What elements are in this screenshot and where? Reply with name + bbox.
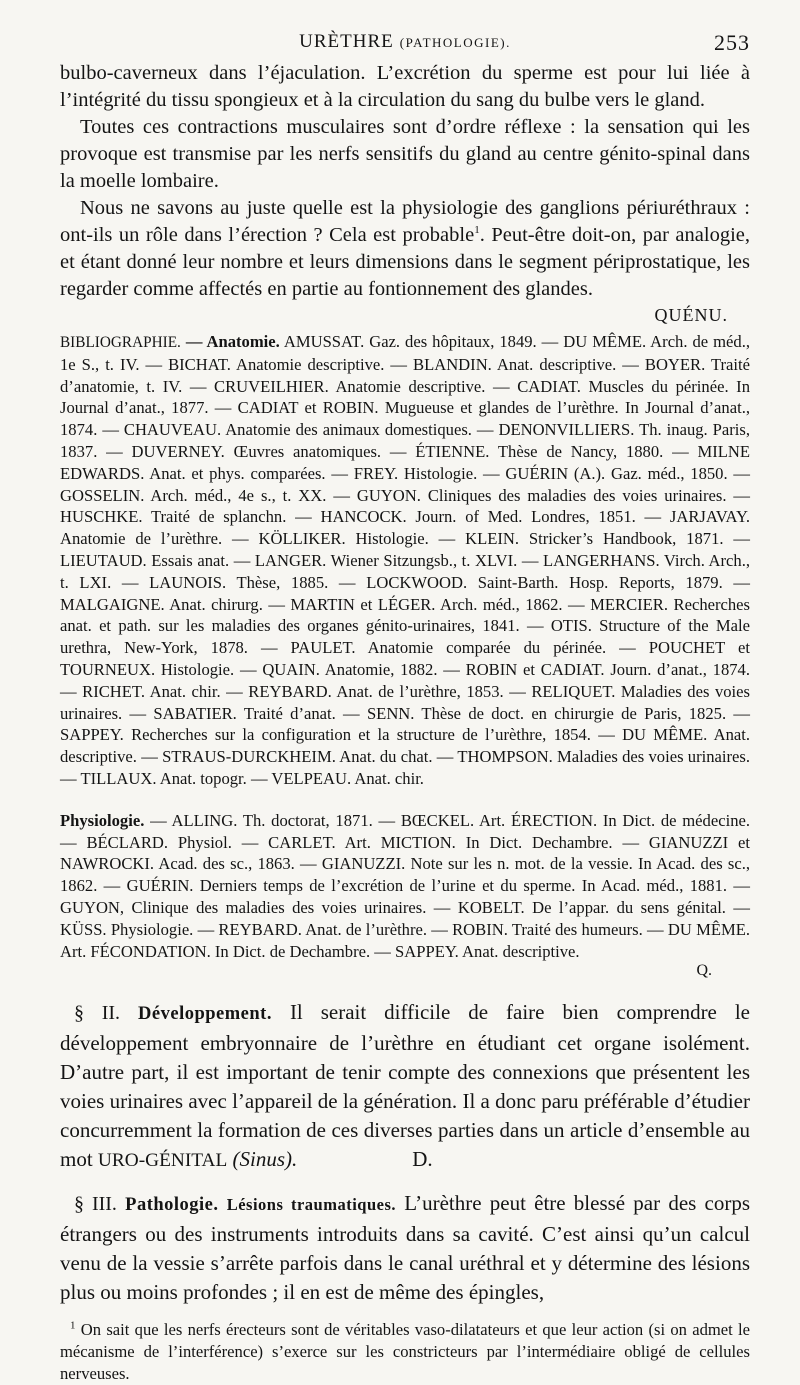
paragraph-3 — [60, 195, 750, 303]
footnote — [60, 1319, 750, 1385]
bibliography-label: BIBLIOGRAPHIE. — [60, 334, 181, 351]
page-number: 253 — [714, 30, 750, 55]
section-2-number: § II. — [74, 1002, 121, 1025]
physiology-heading: Physiologie. — [60, 810, 145, 830]
section-3-title: Pathologie. — [125, 1195, 219, 1216]
anatomy-references: AMUSSAT. Gaz. des hôpitaux, 1849. — DU MÊME. Arch. de méd., 1e S., t. IV. — BICHAT. Anatomie descriptive. — BLANDIN. Anat. descriptive. — BOYER. Traité d’anatomie, t. IV. — CRUVEILHIER. Anatomie descriptive. — CADIAT. Muscles du périnée. In Journal d’anat., 1877. — CADIAT et ROBIN. Mugueuse et glandes de l’urèthre. In Journal d’anat., 1874. — CHAUVEAU. Anatomie des animaux domestiques. — DENONVILLIERS. Th. inaug. Paris, 1837. — DUVERNEY. Œuvres anatomiques. — ÉTIENNE. Thèse de Nancy, 1880. — MILNE EDWARDS. Anat. et phys. comparées. — FREY. Histologie. — GUÉRIN (A.). Gaz. méd., 1850. — GOSSELIN. Arch. méd., 4e s., t. XX. — GUYON. Cliniques des maladies des voies urinaires. — HUSCHKE. Traité de splanchn. — HANCOCK. Journ. of Med. Londres, 1851. — JARJAVAY. Anatomie de l’urèthre. — KÖLLIKER. Histologie. — KLEIN. Stricker’s Handbook, 1871. — LIEUTAUD. Essais anat. — LANGER. Wiener Sitzungsb., t. XLVI. — LANGERHANS. Virch. Arch., t. LXI. — LAUNOIS. Thèse, 1885. — LOCKWOOD. Saint-Barth. Hosp. Reports, 1879. — MALGAIGNE. Anat. chirurg. — MARTIN et LÉGER. Arch. méd., 1862. — MERCIER. Recherches anat. et path. sur les maladies des organes génito-urinaires, 1841. — OTIS. Structure of the Male urethra, New-York, 1878. — PAULET. Anatomie comparée du périnée. — POUCHET et TOURNEUX. Histologie. — QUAIN. Anatomie, 1882. — ROBIN et CADIAT. Journ. d’anat., 1874. — RICHET. Anat. chir. — REYBARD. Anat. de l’urèthre, 1853. — RELIQUET. Maladies des voies urinaires. — SABATIER. Traité d’anat. — SENN. Thèse de doct. en chirurgie de Paris, 1825. — SAPPEY. Recherches sur la configuration et la structure de l’urèthre, 1854. — DU MÊME. Anat. descriptive. — STRAUS-DURCKHEIM. Anat. du chat. — THOMPSON. Maladies des voies urinaires. — TILLAUX. Anat. topogr. — VELPEAU. Anat. chir. — [60, 332, 750, 788]
physiology-references: — ALLING. Th. doctorat, 1871. — BŒCKEL. Art. ÉRECTION. In Dict. de médecine. — BÉCLARD. Physiol. — CARLET. Art. MICTION. In Dict. Dechambre. — GIANUZZI et NAWROCKI. Acad. des sc., 1863. — GIANUZZI. Note sur les n. mot. de la vessie. In Acad. des sc., 1862. — GUÉRIN. Derniers temps de l’excrétion de l’urine et du sperme. In Acad. méd., 1881. — GUYON, Clinique des maladies des voies urinaires. — KOBELT. De l’appar. du sens génital. — KÜSS. Physiologie. — REYBARD. Anat. de l’urèthre. — ROBIN. Traité des humeurs. — DU MÊME. Art. FÉCONDATION. In Dict. de Dechambre. — SAPPEY. Anat. descriptive. — [60, 810, 750, 961]
running-head-subtitle: (PATHOLOGIE). — [399, 35, 511, 50]
cross-reference-paren: (Sinus). — [232, 1147, 298, 1172]
footnote-marker: 1 — [70, 1319, 76, 1332]
paragraph-3-end: . Peut-être doit-on, par analogie, et étant donné leur nombre et leurs dimensions dans le segment périprostatique, les regarder comme affectés en partie au fontionnement des glandes. — [60, 224, 750, 300]
physiology-author-initial: Q. — [696, 962, 712, 980]
section-3-subtitle: Lésions traumatiques. — [226, 1195, 397, 1215]
running-head — [60, 30, 750, 60]
paragraph-2: Toutes ces contractions musculaires sont d’ordre réflexe : la sensation qui les provoque est transmise par les nerfs sensitifs du gland au centre génito-spinal dans la moelle lombaire. — [60, 116, 750, 192]
section-2-text: Il serait difficile de faire bien comprendre le développement embryonnaire de l’urèthre en étudiant cet organe isolément. D’autre part, il est important de tenir compte des connexions que présentent les voies urinaires avec l’appareil de la génération. Il a donc paru préférable d’étudier concurremment la formation de ces diverses parties dans un article d’ensemble au mot — [60, 1000, 751, 1172]
section-2-author-initial: D. — [412, 1147, 433, 1172]
anatomy-heading: — Anatomie. — [185, 332, 280, 351]
footnote-reference: 1 — [474, 224, 480, 237]
bibliography-physiology — [60, 810, 750, 981]
footnote-text: On sait que les nerfs érecteurs sont de véritables vaso-dilatateurs et que leur action (si on admet le mécanisme de l’interférence) s’exerce sur les constricteurs par l’intermédiaire obligé de cellules nerveuses. — [60, 1320, 751, 1384]
section-3-number: § III. — [74, 1193, 117, 1216]
author-signature: QUÉNU. — [654, 305, 728, 325]
section-development — [60, 998, 750, 1175]
section-2-title: Développement. — [138, 1004, 272, 1025]
cross-reference: URO-GÉNITAL — [97, 1150, 228, 1172]
bibliography-anatomy — [60, 331, 750, 790]
paragraph-1: bulbo-caverneux dans l’éjaculation. L’excrétion du sperme est pour lui liée à l’intégrité du tissu spongieux et à la circulation du sang du bulbe vers le gland. — [60, 62, 750, 111]
running-head-title: URÈTHRE — [299, 31, 394, 52]
paragraph-3-start: Nous ne savons au juste quelle est la physiologie des ganglions périuréthraux : ont-ils un rôle dans l’érection ? Cela est probable — [60, 197, 750, 246]
main-text — [60, 60, 750, 327]
section-pathology — [60, 1189, 750, 1307]
section-3-text: L’urèthre peut être blessé par des corps étrangers ou des instruments introduits dans sa cavité. C’est ainsi qu’un calcul venu de la vessie s’arrête parfois dans le canal uréthral et y détermine des lésions plus ou moins profondes ; il en est de même des épingles, — [60, 1191, 750, 1305]
